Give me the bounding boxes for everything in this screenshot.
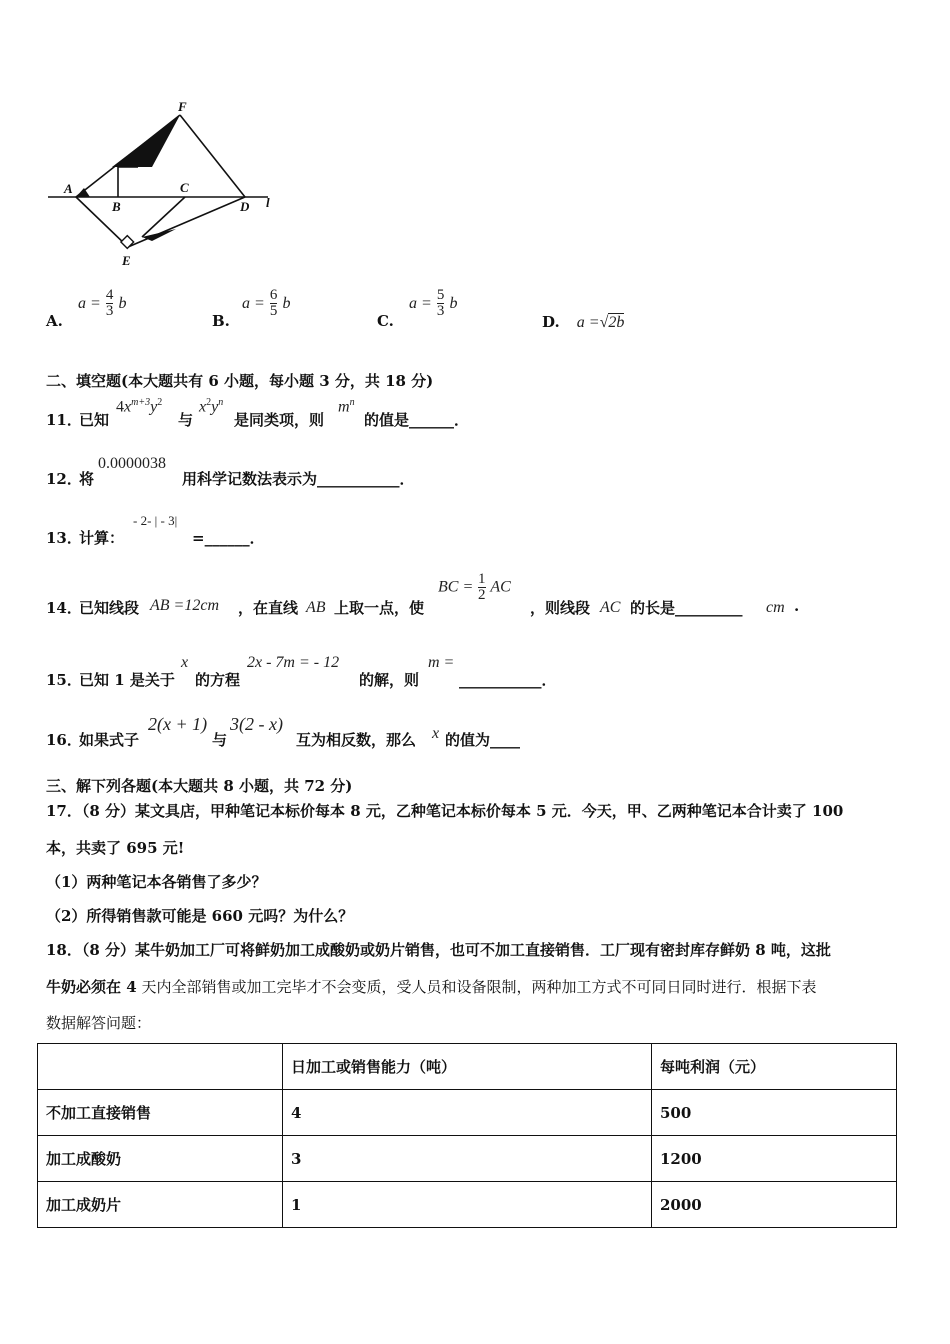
geometry-figure — [40, 95, 280, 275]
label-A: A — [64, 181, 73, 196]
label-l: l — [266, 195, 270, 210]
q17-line2: 本，共卖了 695 元! — [46, 839, 185, 857]
table-cell: 1 — [283, 1182, 652, 1228]
table-cell: 不加工直接销售 — [38, 1090, 283, 1136]
label-D: D — [240, 199, 250, 214]
table-header-row — [38, 1044, 897, 1090]
q18-line2: 牛奶必须在 4 天内全部销售或加工完毕才不会变质，受人员和设备限制，两种加工方式不可同日同时进行．根据下表 — [46, 978, 817, 996]
label-C: C — [180, 180, 189, 195]
table-row — [38, 1090, 897, 1136]
table-header-cell: 每吨利润（元） — [652, 1044, 897, 1090]
segment-ED — [128, 197, 245, 247]
table-header-cell: 日加工或销售能力（吨） — [283, 1044, 652, 1090]
shaded-triangle-top — [112, 115, 180, 167]
label-F: F — [178, 99, 187, 114]
table-row — [38, 1136, 897, 1182]
right-angle-mark — [121, 236, 134, 249]
label-E: E — [122, 253, 131, 268]
table-header-cell — [38, 1044, 283, 1090]
q17-line1: 17．（8 分）某文具店，甲种笔记本标价每本 8 元，乙种笔记本标价每本 5 元．今天，甲、乙两种笔记本合计卖了 100 — [46, 802, 844, 820]
section3-heading: 三、解下列各题(本大题共 8 小题，共 72 分) — [46, 777, 353, 795]
table-cell: 1200 — [652, 1136, 897, 1182]
option-d: D. a =√2b — [542, 313, 625, 331]
q17-sub2: （2）所得销售款可能是 660 元吗？为什么？ — [46, 907, 354, 925]
q18-line3: 数据解答问题： — [46, 1014, 152, 1032]
production-table — [37, 1043, 897, 1228]
label-B: B — [112, 199, 121, 214]
table-cell: 3 — [283, 1136, 652, 1182]
shaded-triangle-A — [76, 188, 90, 197]
section2-heading: 二、填空题(本大题共有 6 小题，每小题 3 分，共 18 分) — [46, 372, 434, 390]
q18-line1: 18．（8 分）某牛奶加工厂可将鲜奶加工成酸奶或奶片销售，也可不加工直接销售．工厂现有密封库存鲜奶 8 吨，这批 — [46, 941, 831, 959]
sqrt-icon: √ — [599, 314, 609, 331]
segment-FD — [180, 115, 245, 197]
table-cell: 加工成奶片 — [38, 1182, 283, 1228]
table-cell: 2000 — [652, 1182, 897, 1228]
table-cell: 4 — [283, 1090, 652, 1136]
q17-sub1: （1）两种笔记本各销售了多少？ — [46, 873, 267, 891]
table-row — [38, 1182, 897, 1228]
table-cell: 加工成酸奶 — [38, 1136, 283, 1182]
table-cell: 500 — [652, 1090, 897, 1136]
